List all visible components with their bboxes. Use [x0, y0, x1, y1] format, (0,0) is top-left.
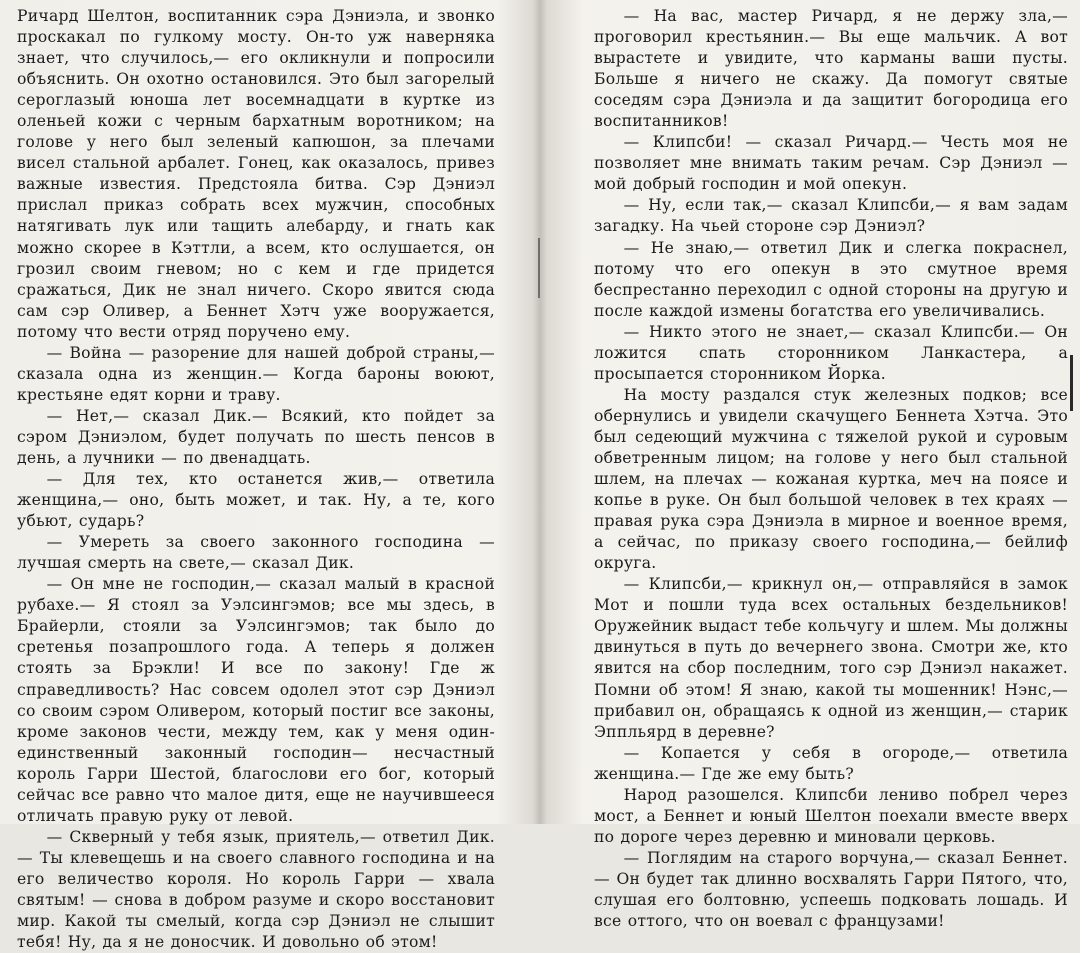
right-paragraph-7: — Клипсби,— крикнул он,— отправляйся в замок Мот и пошли туда всех остальных бездельников! Оружейник выдаст тебе кольчугу и шлем. Мы должны двинуться в путь до вечернего звона. Смотри же, кто явится на сбор последним, того сэр Дэниэл накажет. Помни об этом! Я знаю, какой ты мошенник! Нэнс,— прибавил он, обращаясь к одной из женщин,— старик Эппльярд в деревне? — [594, 575, 1068, 741]
right-paragraph-5: — Никто этого не знает,— сказал Клипсби.— Он ложится спать сторонником Ланкастера, а просыпается сторонником Йорка. — [594, 322, 1068, 383]
book-gutter — [533, 0, 547, 824]
left-paragraph-2: — Война — разорение для нашей доброй страны,— сказала одна из женщин.— Когда бароны воюют, крестьяне едят корни и траву. — [17, 343, 495, 404]
right-paragraph-6: На мосту раздался стук железных подков; все обернулись и увидели скачущего Беннета Хэтча. Это был седеющий мужчина с тяжелой рукой и суровым обветренным лицом; на голове у него был стальной шлем, на плечах — кожаная куртка, меч на поясе и копье в руке. Он был большой человек в тех краях — правая рука сэра Дэниэла в мирное и военное время, а сейчас, по приказу своего господина,— бейлиф округа. — [594, 385, 1068, 573]
gutter-fold-mark — [538, 238, 540, 298]
right-paragraph-3: — Ну, если так,— сказал Клипсби,— я вам задам загадку. На чьей стороне сэр Дэниэл? — [594, 196, 1068, 236]
left-paragraph-7: — Скверный у тебя язык, приятель,— ответил Дик.— Ты клевещешь и на своего славного господина и на его величество короля. Но король Гарри — хвала святым! — снова в добром разуме и скоро восстановит мир. Какой ты смелый, когда сэр Дэниэл не слышит тебя! Ну, да я не доносчик. И довольно об этом! — [17, 827, 495, 952]
right-paragraph-1: — На вас, мастер Ричард, я не держу зла,— проговорил крестьянин.— Вы еще мальчик. А вот вырастете и увидите, что карманы ваши пусты. Больше я ничего не скажу. Да помогут святые соседям сэра Дэниэла и да защитит богородица его воспитанников! — [594, 7, 1068, 131]
scan-edge-mark — [1070, 355, 1073, 411]
left-page — [17, 6, 495, 952]
right-paragraph-8: — Копается у себя в огороде,— ответила женщина.— Где же ему быть? — [594, 743, 1068, 783]
left-paragraph-1: Ричард Шелтон, воспитанник сэра Дэниэла, и звонко проскакал по гулкому мосту. Он-то уж наверняка знает, что случилось,— его окликнули и попросили объяснить. Он охотно остановился. Это был загорелый сероглазый юноша лет восемнадцати в куртке из оленьей кожи с черным бархатным воротником; на голове у него был зеленый капюшон, за плечами висел стальной арбалет. Гонец, как оказалось, привез важные известия. Предстояла битва. Сэр Дэниэл прислал приказ собрать всех мужчин, способных натягивать лук или тащить алебарду, и гнать как можно скорее в Кэттли, а всем, кто ослушается, он грозил своим гневом; но с кем и где придется сражаться, Дик не знал ничего. Скоро явится сюда сам сэр Оливер, а Беннет Хэтч уже вооружается, потому что вести отряд поручено ему. — [17, 7, 495, 341]
right-paragraph-2: — Клипсби! — сказал Ричард.— Честь моя не позволяет мне внимать таким речам. Сэр Дэниэл — мой добрый господин и мой опекун. — [594, 133, 1068, 194]
right-page — [594, 6, 1068, 931]
left-paragraph-4: — Для тех, кто останется жив,— ответила женщина,— оно, быть может, и так. Ну, а те, кого убьют, сударь? — [17, 470, 495, 531]
left-paragraph-5: — Умереть за своего законного господина — лучшая смерть на свете,— сказал Дик. — [17, 533, 495, 573]
right-paragraph-9: Народ разошелся. Клипсби лениво побрел через мост, а Беннет и юный Шелтон поехали вместе вверх по дороге через деревню и миновали церковь. — [594, 785, 1068, 846]
left-paragraph-6: — Он мне не господин,— сказал малый в красной рубахе.— Я стоял за Уэлсингэмов; все мы здесь, в Брайерли, стояли за Уэлсингэмов; так было до сретенья позапрошлого года. А теперь я должен стоять за Брэкли! И все по закону! Где ж справедливость? Нас совсем одолел этот сэр Дэниэл со своим сэром Оливером, который постиг все законы, кроме законов чести, между тем, как у меня один-единственный законный господин— несчастный король Гарри Шестой, благослови его бог, который сейчас все равно что малое дитя, еще не научившееся отличать правую руку от левой. — [17, 575, 495, 825]
right-paragraph-4: — Не знаю,— ответил Дик и слегка покраснел, потому что его опекун в это смутное время беспрестанно переходил с одной стороны на другую и после каждой измены богатства его увеличивались. — [594, 238, 1068, 320]
left-paragraph-3: — Нет,— сказал Дик.— Всякий, кто пойдет за сэром Дэниэлом, будет получать по шесть пенсов в день, а лучники — по двенадцать. — [17, 406, 495, 467]
right-paragraph-10: — Поглядим на старого ворчуна,— сказал Беннет.— Он будет так длинно восхвалять Гарри Пятого, что, слушая его болтовню, успеешь подковать лошадь. И все оттого, что он воевал с французами! — [594, 848, 1068, 931]
